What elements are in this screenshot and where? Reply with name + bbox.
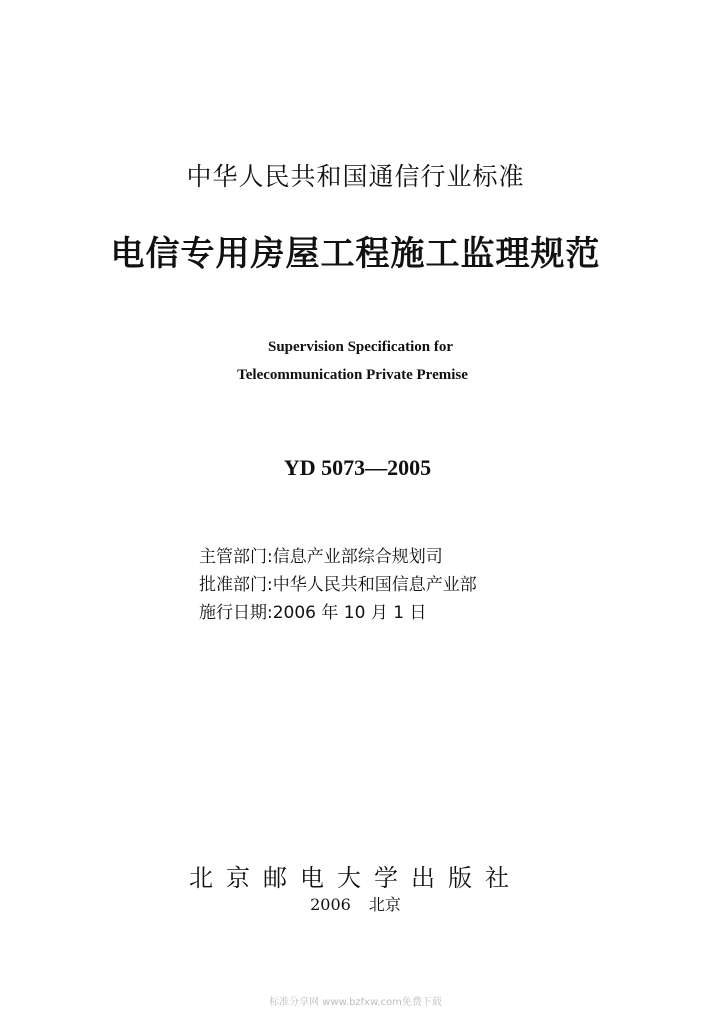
document-title-english-line-1: Supervision Specification for — [267, 339, 453, 355]
effective-date-line: 施行日期:2006 年 10 月 1 日 — [199, 603, 427, 623]
publisher-name: 北京邮电大学出版社 — [189, 864, 522, 892]
publication-place: 北京 — [368, 895, 401, 914]
approval-line: 批准部门:中华人民共和国信息产业部 — [199, 575, 477, 595]
document-title-chinese: 电信专用房屋工程施工监理规范 — [110, 234, 601, 274]
publication-year-place — [0, 892, 711, 915]
site-watermark: 标准分享网 www.bzfxw.com免费下载 — [269, 997, 442, 1008]
department-line: 主管部门:信息产业部综合规划司 — [199, 547, 443, 567]
publication-year: 2006 — [310, 895, 351, 914]
standard-code: YD 5073—2005 — [283, 455, 432, 480]
document-title-english-line-2: Telecommunication Private Premise — [237, 367, 468, 383]
standard-info-block — [199, 543, 477, 627]
standard-series-heading: 中华人民共和国通信行业标准 — [186, 162, 525, 191]
